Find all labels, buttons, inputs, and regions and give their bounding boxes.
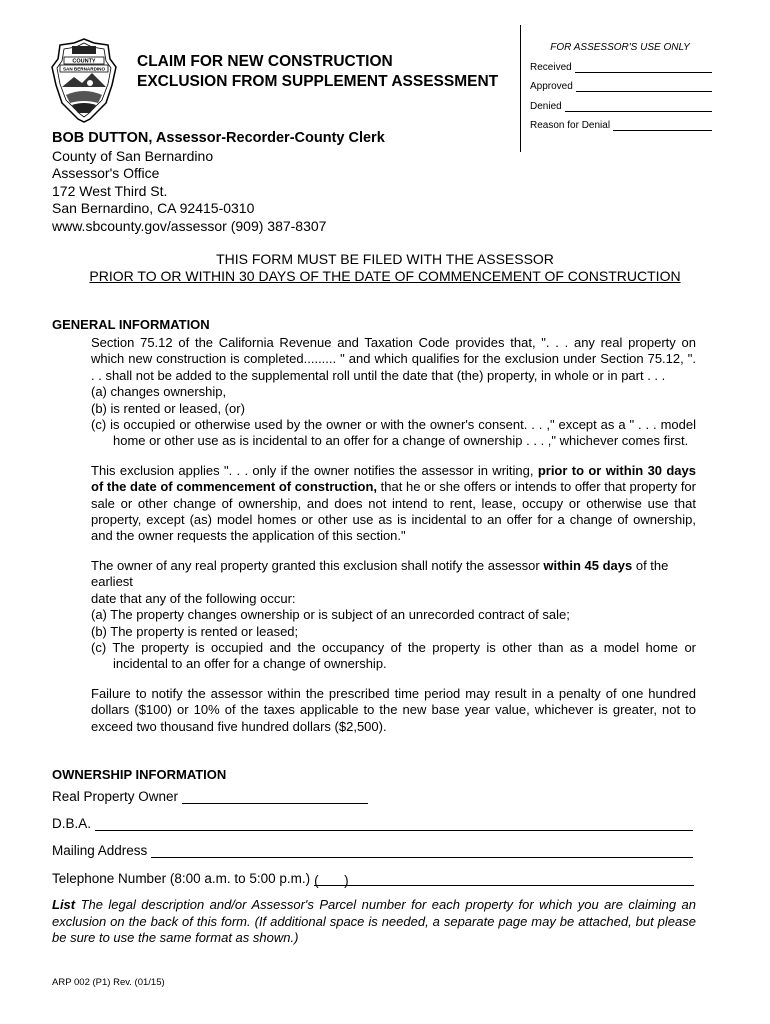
penalty-paragraph: Failure to notify the assessor within the prescribed time period may result in a penalty of one hundred dollars ($100) or 10% of the taxes applicable to the new base year value, whichever is greater, not to exceed two thousand five hundred dollars ($2,500).: [91, 685, 696, 734]
section-quote: Section 75.12 of the California Revenue and Taxation Code provides that, ". . . any real property on which new construction is completed......... " and which qualifies for the exclusion under Section 75.12, ". . . shall not be added to the supplemental roll until the date that (the) property, in whole or in part . . .: [91, 335, 696, 383]
condition-b: (b) is rented or leased, (or): [91, 400, 245, 416]
seal-text-county: COUNTY: [72, 58, 96, 65]
mailing-address-input[interactable]: [151, 845, 693, 858]
ownership-information-heading: OWNERSHIP INFORMATION: [52, 767, 227, 782]
dba-label: D.B.A.: [52, 816, 92, 831]
telephone-label: Telephone Number (8:00 a.m. to 5:00 p.m.): [52, 871, 311, 886]
form-code: ARP 002 (P1) Rev. (01/15): [52, 977, 165, 988]
dba-field[interactable]: [52, 816, 693, 831]
general-information-heading: GENERAL INFORMATION: [52, 317, 210, 332]
address-line: San Bernardino, CA 92415-0310: [52, 200, 255, 216]
received-label: Received: [530, 62, 572, 73]
telephone-field[interactable]: [52, 871, 694, 886]
real-property-owner-label: Real Property Owner: [52, 789, 179, 804]
address-line: 172 West Third St.: [52, 182, 168, 199]
form-title-line2: EXCLUSION FROM SUPPLEMENT ASSESSMENT: [137, 73, 499, 90]
filing-notice-line2: PRIOR TO OR WITHIN 30 DAYS OF THE DATE OF COMMENCEMENT OF CONSTRUCTION: [89, 268, 681, 284]
denied-field[interactable]: [530, 101, 712, 112]
occurrence-b: (b) The property is rented or leased;: [91, 623, 299, 639]
general-information-body: [91, 335, 696, 735]
approved-field[interactable]: [530, 81, 712, 92]
seal-text-name: SAN BERNARDINO: [62, 66, 106, 72]
occurrence-a: (a) The property changes ownership or is subject of an unrecorded contract of sale;: [91, 607, 570, 623]
assessor-use-heading: FOR ASSESSOR'S USE ONLY: [550, 42, 690, 53]
telephone-input[interactable]: ( ): [314, 873, 694, 886]
filing-notice: [52, 251, 718, 285]
occurrence-c: (c) The property is occupied and the occupancy of the property is other than as a model home or incidental to an offer for a change of ownership.: [91, 639, 696, 672]
notify-paragraph-line2: date that any of the following occur:: [91, 590, 296, 606]
county-seal-logo: [50, 37, 118, 123]
address-line: Assessor's Office: [52, 165, 160, 181]
mailing-address-label: Mailing Address: [52, 843, 148, 858]
approved-label: Approved: [530, 81, 573, 92]
exclusion-paragraph: This exclusion applies ". . . only if the owner notifies the assessor in writing, prior to or within 30 days of the date of commencement of construction, that he or she offers or intends to offer that property for sale or other change of ownership, and does not intend to rent, lease, occupy or otherwise use that property, except (as) model homes or other use as is incidental to an offer for a change of ownership, and the owner requests the application of this section.": [91, 462, 697, 544]
real-property-owner-input[interactable]: [182, 791, 368, 804]
notify-paragraph: The owner of any real property granted this exclusion shall notify the assessor within 45 days of the earliest: [91, 557, 669, 590]
received-field[interactable]: [530, 62, 712, 73]
form-title: [137, 52, 498, 92]
reason-for-denial-field[interactable]: [530, 120, 712, 131]
form-title-line1: CLAIM FOR NEW CONSTRUCTION: [137, 53, 393, 70]
list-instructions: List The legal description and/or Assessor's Parcel number for each property for which you are claiming an exclusion on the back of this form. (If additional space is needed, a separate page may be attached, but please be sure to use the same format as shown.): [52, 897, 696, 945]
mailing-address-field[interactable]: [52, 843, 693, 858]
assessor-box-divider: [520, 25, 521, 152]
denied-label: Denied: [530, 101, 562, 112]
address-line: County of San Bernardino: [52, 147, 214, 164]
office-address: [52, 130, 385, 235]
assessor-name: BOB DUTTON, Assessor-Recorder-County Clerk: [52, 130, 385, 146]
condition-a: (a) changes ownership,: [91, 384, 227, 400]
condition-c: (c) is occupied or otherwise used by the owner or with the owner's consent. . . ," except as a " . . . model home or other use as is incidental to an offer for a change of ownership . . . ," whichever comes first.: [91, 417, 696, 449]
filing-notice-line1: THIS FORM MUST BE FILED WITH THE ASSESSOR: [216, 251, 554, 267]
real-property-owner-field[interactable]: [52, 789, 368, 804]
dba-input[interactable]: [95, 818, 693, 831]
website-phone: www.sbcounty.gov/assessor (909) 387-8307: [52, 217, 327, 234]
reason-for-denial-label: Reason for Denial: [530, 120, 611, 131]
